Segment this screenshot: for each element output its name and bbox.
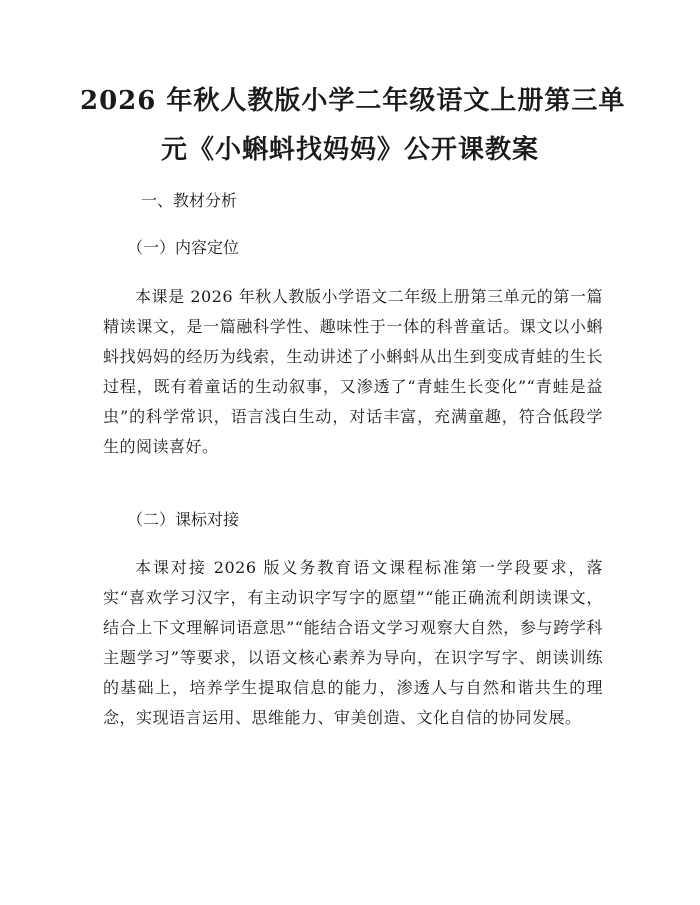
subsection-heading-content-positioning: （一）内容定位 — [127, 238, 240, 257]
document-title-line-2: 元《小蝌蚪找妈妈》公开课教案 — [160, 135, 539, 165]
section-heading-textbook-analysis: 一、教材分析 — [141, 191, 238, 210]
paragraph-curriculum-alignment: 本课对接 2026 版义务教育语文课程标准第一学段要求，落实“喜欢学习汉字，有主动识字写字的愿望”“能正确流利朗读课文，结合上下文理解词语意思”“能结合语文学习观察大自然，参与跨学科主题学习”等要求，以语文核心素养为导向，在识字写字、朗读训练的基础上，培养学生提取信息的能力，渗透人与自然和谐共生的理念，实现语言运用、思维能力、审美创造、文化自信的协同发展。 — [103, 558, 603, 727]
subsection-heading-curriculum-alignment: （二）课标对接 — [127, 510, 240, 529]
document-title-line-1: 2026 年秋人教版小学二年级语文上册第三单 — [80, 86, 626, 116]
paragraph-content-positioning: 本课是 2026 年秋人教版小学语文二年级上册第三单元的第一篇精读课文，是一篇融科学性、趣味性于一体的科普童话。课文以小蝌蚪找妈妈的经历为线索，生动讲述了小蝌蚪从出生到变成青蛙的生长过程，既有着童话的生动叙事，又渗透了“青蛙生长变化”“青蛙是益虫”的科学常识，语言浅白生动，对话丰富，充满童趣，符合低段学生的阅读喜好。 — [103, 287, 603, 456]
